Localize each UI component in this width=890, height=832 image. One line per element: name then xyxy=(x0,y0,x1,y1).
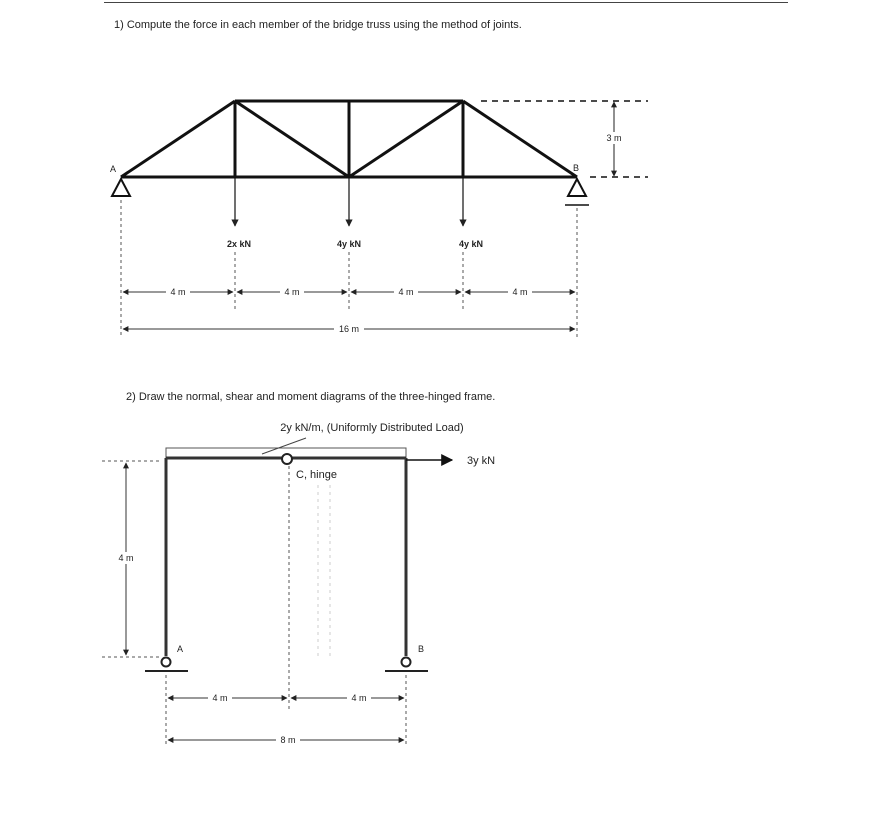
three-hinged-frame xyxy=(102,422,495,745)
truss-load-label-2: 4y kN xyxy=(336,239,362,249)
frame-span-dim-label: 8 m xyxy=(280,735,296,745)
truss-panel-dim-1: 4 m xyxy=(170,287,186,297)
frame-support-a-label: A xyxy=(177,644,184,654)
truss-right-end-diagonal xyxy=(463,101,580,177)
truss-load-arrows xyxy=(235,177,463,226)
truss-members xyxy=(121,101,580,177)
hinge-c-label: C, hinge xyxy=(296,469,337,481)
question-2-text: 2) Draw the normal, shear and moment diagrams of the three-hinged frame. xyxy=(126,391,496,403)
truss-left-end-diagonal xyxy=(121,101,235,177)
hinge-c xyxy=(282,454,292,464)
truss-support-a xyxy=(112,179,130,196)
frame-half-dim-2: 4 m xyxy=(351,693,367,703)
truss-support-b-label: B xyxy=(573,163,580,173)
frame-support-b-label: B xyxy=(418,644,425,654)
frame-support-b-pin xyxy=(402,658,411,667)
truss-load-label-1: 2x kN xyxy=(226,239,252,249)
truss-load-label-3: 4y kN xyxy=(458,239,484,249)
truss-height-dim-label: 3 m xyxy=(606,133,622,143)
truss-support-a-label: A xyxy=(110,164,117,174)
frame-faint-guides xyxy=(318,485,330,660)
truss-panel-dim-4: 4 m xyxy=(512,287,528,297)
question-1-text: 1) Compute the force in each member of the bridge truss using the method of joints. xyxy=(114,19,522,31)
frame-members xyxy=(166,458,406,656)
frame-dim-extension-lines xyxy=(166,466,406,745)
truss-support-b xyxy=(565,179,589,205)
udl-label: 2y kN/m, (Uniformly Distributed Load) xyxy=(280,422,464,434)
truss-panel-dim-2: 4 m xyxy=(284,287,300,297)
frame-support-a-pin xyxy=(162,658,171,667)
truss-panel-dim-3: 4 m xyxy=(398,287,414,297)
frame-half-dim-1: 4 m xyxy=(212,693,228,703)
udl-leader-line xyxy=(262,438,306,454)
bridge-truss xyxy=(110,101,648,338)
frame-height-dim-label: 4 m xyxy=(118,553,134,563)
truss-span-dim-label: 16 m xyxy=(338,324,360,334)
truss-diagonal-right xyxy=(349,101,463,177)
point-load-label: 3y kN xyxy=(467,455,496,467)
truss-diagonal-left xyxy=(235,101,349,177)
